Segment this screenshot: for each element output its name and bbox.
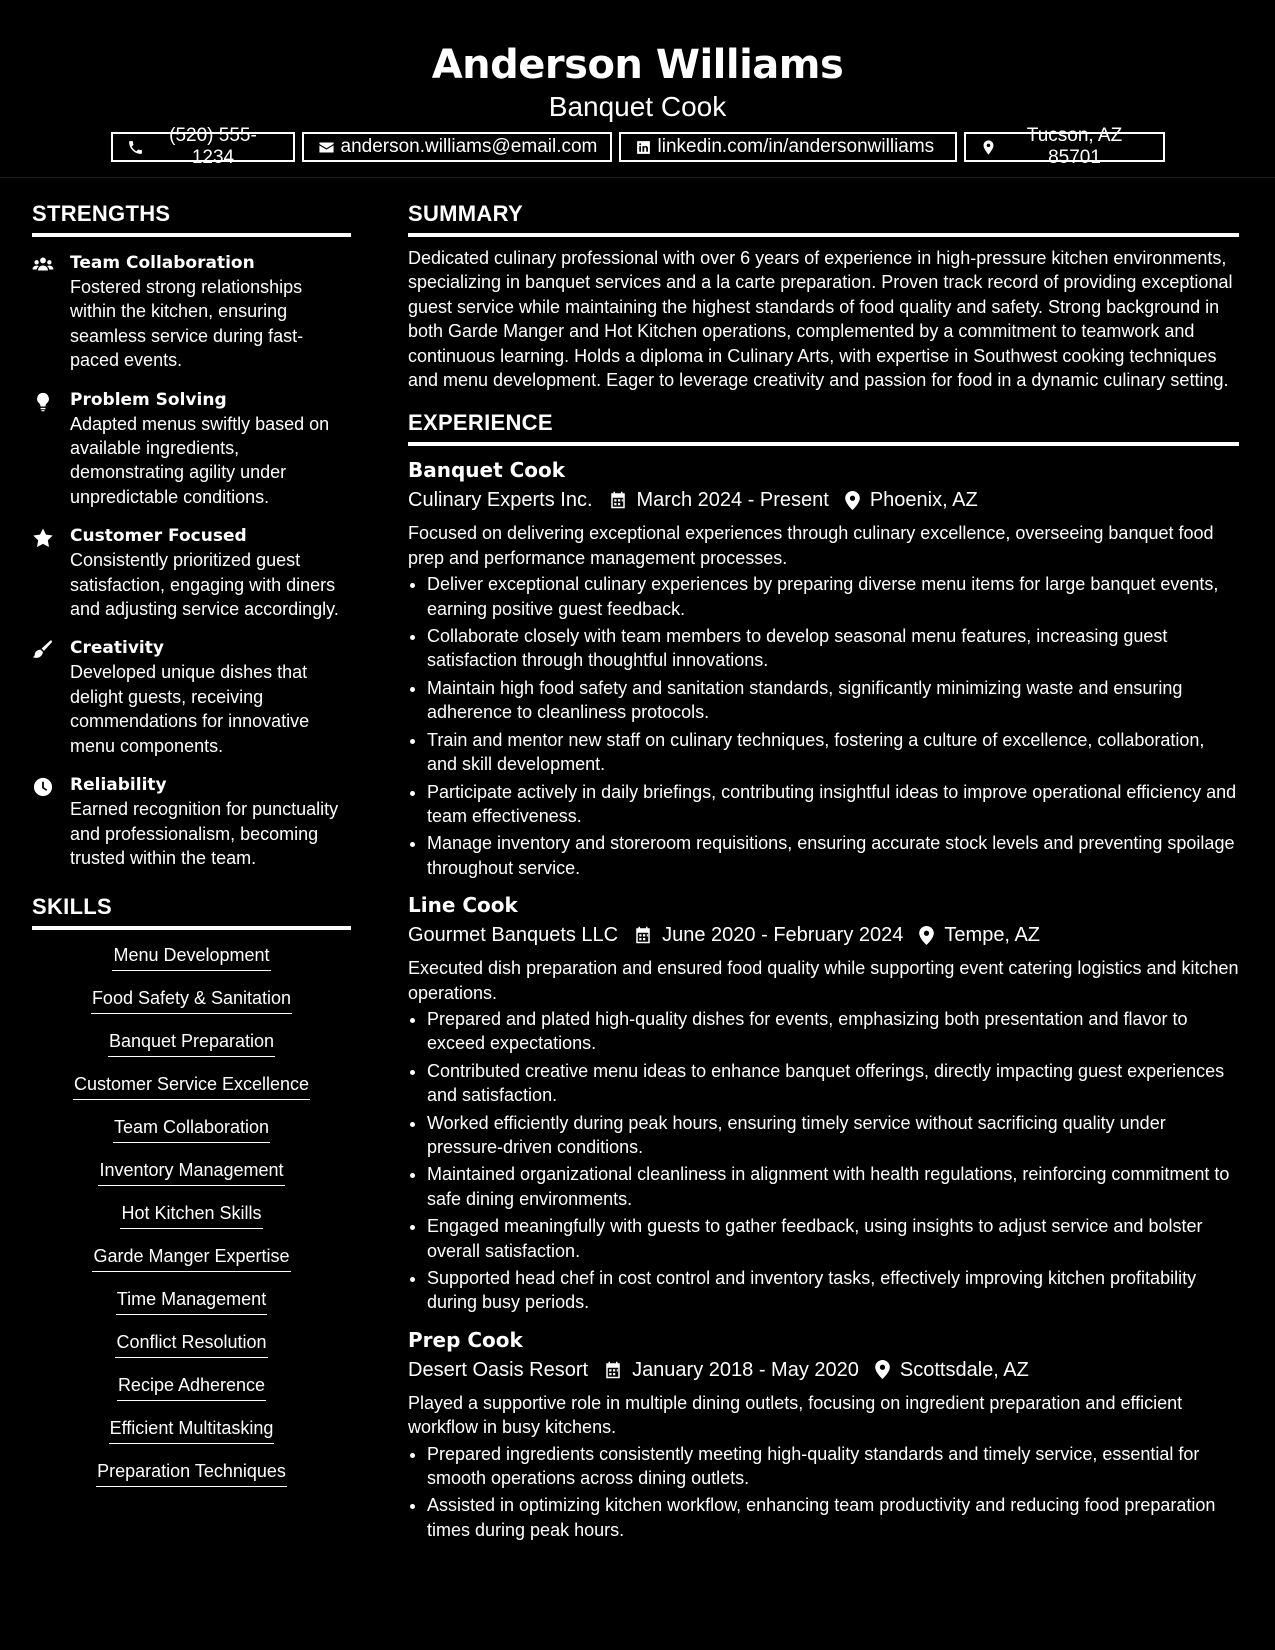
strength-desc: Consistently prioritized guest satisfaction, engaging with diners and adjusting service accordingly. — [70, 550, 339, 620]
contact-linkedin[interactable] — [619, 132, 957, 162]
linkedin-icon — [635, 139, 652, 156]
strength-desc: Earned recognition for punctuality and professionalism, becoming trusted within the team. — [70, 799, 339, 868]
skill-item: Food Safety & Sanitation — [91, 985, 292, 1014]
job-bullet: • Deliver exceptional culinary experiences by preparing diverse menu items for large banquet events, earning positive guest feedback. — [427, 572, 1239, 621]
summary-heading: SUMMARY — [408, 200, 1239, 237]
job-bullets — [408, 1442, 1239, 1543]
job-bullet: • Prepared and plated high-quality dishes for events, emphasizing both presentation and flavor to exceed expectations. — [427, 1007, 1239, 1056]
contact-location — [964, 125, 1165, 168]
calendar-icon — [634, 926, 652, 944]
strength-item — [32, 251, 351, 373]
linkedin-text: linkedin.com/in/andersonwilliams — [657, 136, 935, 157]
job-entry — [408, 892, 1239, 1315]
envelope-icon — [318, 139, 335, 156]
contact-email[interactable] — [302, 132, 612, 162]
job-bullet: • Participate actively in daily briefings, contributing insightful ideas to improve operational efficiency and team effectiveness. — [427, 780, 1239, 829]
clock-icon — [32, 777, 54, 797]
job-meta — [408, 487, 1239, 513]
job-company: Desert Oasis Resort — [408, 1358, 589, 1381]
map-pin-icon — [875, 1360, 890, 1379]
map-pin-icon — [919, 926, 934, 945]
skill-item: Garde Manger Expertise — [92, 1243, 290, 1272]
strength-title: Reliability — [70, 775, 167, 796]
job-company: Gourmet Banquets LLC — [408, 924, 619, 947]
contact-bar — [0, 125, 1275, 168]
job-title: Prep Cook — [408, 1327, 523, 1352]
job-meta — [408, 1357, 1239, 1383]
job-location: Scottsdale, AZ — [899, 1358, 1029, 1381]
calendar-icon — [604, 1361, 622, 1379]
job-bullet: • Maintain high food safety and sanitation standards, significantly minimizing waste and ensuring adherence to cleanliness protocols. — [427, 676, 1239, 725]
job-description: Executed dish preparation and ensured food quality while supporting event catering logistics and kitchen operations. — [408, 958, 1239, 1003]
lightbulb-icon — [32, 392, 54, 412]
skill-item: Recipe Adherence — [117, 1372, 266, 1401]
job-description: Focused on delivering exceptional experiences through culinary excellence, overseeing banquet food prep and performance management processes. — [408, 523, 1214, 568]
candidate-title: Banquet Cook — [548, 91, 727, 122]
job-bullets — [408, 572, 1239, 880]
job-entry — [408, 457, 1239, 880]
skill-item: Preparation Techniques — [96, 1458, 287, 1487]
strength-item — [32, 773, 351, 870]
summary-text: Dedicated culinary professional with over 6 years of experience in high-pressure kitchen environments, specializing in banquet services and a la carte preparation. Proven track record of providing exceptional guest service while maintaining the highest standards of food quality and safety. Strong background in both Garde Manger and Hot Kitchen operations, complemented by a commitment to teamwork and continuous learning. Holds a diploma in Culinary Arts, with expertise in Southwest cooking techniques and menu development. Eager to leverage creativity and passion for food in a dynamic culinary setting. — [408, 248, 1233, 391]
job-title: Line Cook — [408, 893, 518, 918]
strengths-list — [32, 251, 351, 870]
strength-desc: Developed unique dishes that delight guests, receiving commendations for innovative menu components. — [70, 662, 310, 756]
strength-desc: Adapted menus swiftly based on available ingredients, demonstrating agility under unpredictable conditions. — [70, 413, 330, 507]
strength-desc: Fostered strong relationships within the kitchen, ensuring seamless service during fast-paced events. — [70, 277, 304, 371]
candidate-name: Anderson Williams — [431, 42, 844, 88]
job-bullet: • Manage inventory and storeroom requisitions, ensuring accurate stock levels and preventing spoilage throughout service. — [427, 831, 1239, 880]
skill-item: Hot Kitchen Skills — [120, 1200, 262, 1229]
job-dates: June 2020 - February 2024 — [662, 924, 904, 947]
resume-header — [0, 0, 1275, 178]
job-dates: March 2024 - Present — [636, 489, 829, 512]
strength-title: Customer Focused — [70, 526, 247, 547]
email-text: anderson.williams@email.com — [340, 136, 598, 157]
skill-item: Menu Development — [112, 942, 270, 971]
job-bullet: • Train and mentor new staff on culinary techniques, fostering a culture of excellence, collaboration, and skill development. — [427, 728, 1239, 777]
job-entry — [408, 1327, 1239, 1542]
strength-title: Problem Solving — [70, 389, 227, 410]
strengths-heading: STRENGTHS — [32, 200, 351, 237]
strength-item — [32, 388, 351, 510]
job-bullet: • Engaged meaningfully with guests to gather feedback, using insights to adjust service and bolster overall satisfaction. — [427, 1214, 1239, 1263]
job-title: Banquet Cook — [408, 458, 566, 483]
skill-item: Conflict Resolution — [115, 1329, 267, 1358]
phone-icon — [127, 139, 144, 156]
left-column — [32, 200, 351, 1501]
job-company: Culinary Experts Inc. — [408, 489, 593, 512]
job-bullets — [408, 1007, 1239, 1315]
phone-text: (520) 555-1234 — [169, 125, 257, 168]
job-bullet: • Worked efficiently during peak hours, ensuring timely service without sacrificing quality under pressure-driven conditions. — [427, 1111, 1239, 1160]
skill-item: Efficient Multitasking — [109, 1415, 275, 1444]
job-description: Played a supportive role in multiple dining outlets, focusing on ingredient preparation and efficient workflow in busy kitchens. — [408, 1392, 1183, 1438]
skills-list — [32, 942, 351, 1501]
skill-item: Team Collaboration — [113, 1114, 270, 1143]
strength-item — [32, 524, 351, 621]
star-icon — [32, 528, 54, 548]
job-dates: January 2018 - May 2020 — [632, 1358, 859, 1381]
map-pin-icon — [845, 491, 860, 510]
job-bullet: • Collaborate closely with team members to develop seasonal menu features, increasing guest satisfaction through thoughtful innovations. — [427, 624, 1239, 673]
job-location: Tempe, AZ — [944, 924, 1041, 947]
job-location: Phoenix, AZ — [869, 489, 978, 512]
job-bullet: • Supported head chef in cost control and inventory tasks, effectively improving kitchen profitability during busy periods. — [427, 1266, 1239, 1315]
users-icon — [32, 255, 54, 275]
paintbrush-icon — [32, 640, 54, 660]
job-bullet: • Contributed creative menu ideas to enhance banquet offerings, directly impacting guest experiences and satisfaction. — [427, 1059, 1239, 1108]
calendar-icon — [609, 491, 627, 509]
skill-item: Banquet Preparation — [108, 1028, 275, 1057]
job-bullet: • Prepared ingredients consistently meeting high-quality standards and timely service, essential for smooth operations across dining outlets. — [427, 1442, 1239, 1491]
experience-heading: EXPERIENCE — [408, 409, 1239, 446]
strength-item — [32, 636, 351, 758]
skill-item: Customer Service Excellence — [73, 1071, 310, 1100]
strength-title: Creativity — [70, 638, 164, 659]
job-meta — [408, 922, 1239, 948]
job-bullet: • Maintained organizational cleanliness in alignment with health regulations, reinforcing commitment to safe dining environments. — [427, 1162, 1239, 1211]
skill-item: Time Management — [116, 1286, 267, 1315]
strength-title: Team Collaboration — [70, 253, 255, 273]
skills-heading: SKILLS — [32, 893, 351, 930]
contact-phone[interactable] — [111, 125, 295, 168]
right-column — [408, 200, 1239, 1545]
location-text: Tucson, AZ 85701 — [1026, 125, 1123, 168]
map-pin-icon — [980, 139, 997, 156]
skill-item: Inventory Management — [98, 1157, 284, 1186]
job-bullet: • Assisted in optimizing kitchen workflow, enhancing team productivity and reducing food preparation times during peak hours. — [427, 1493, 1239, 1542]
